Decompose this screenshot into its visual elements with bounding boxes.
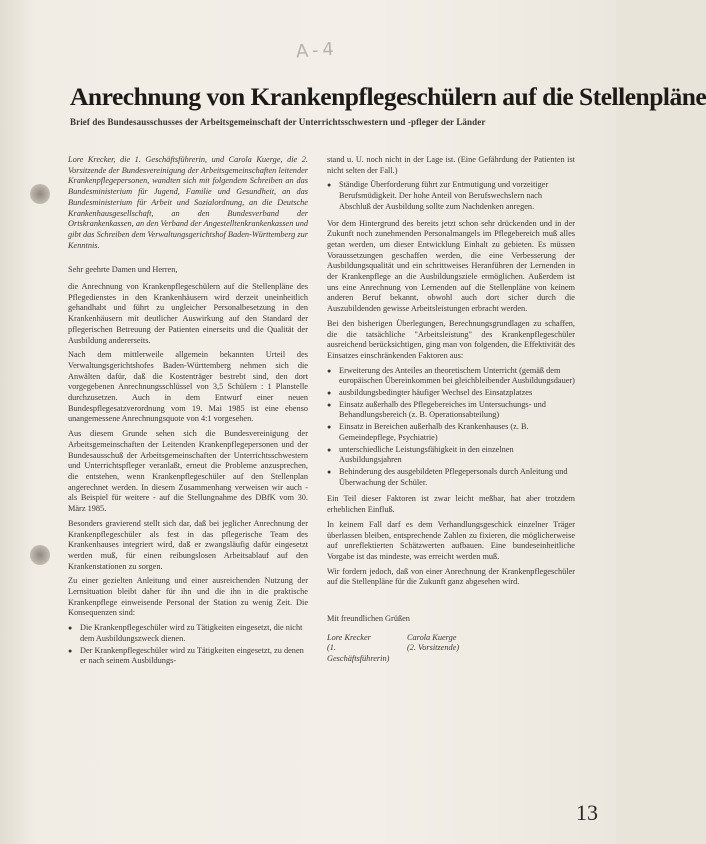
intro-paragraph: Lore Krecker, die 1. Geschäftsführerin, und Carola Kuerge, die 2. Vorsitzende der Bundesvereinigung der Arbeitsgemeinschaften leitender Krankenpflegepersonen, wandten sich mit folgendem Schreiben an das Bundesministerium für Jugend, Familie und Gesundheit, an das Bundesministerium für Arbeit und Sozialordnung, an die Deutsche Krankenhausgesellschaft, an den Bundesverband der Ortskrankenkassen, an den Verband der Angestelltenkrankenkassen und gibt das Schreiben dem Verwaltungsgerichtshof Baden-Württemberg zur Kenntnis. (68, 155, 308, 250)
list-item: ● Erweiterung des Anteiles an theoretischem Unterricht (gemäß dem europäischen Übereinkommen bei gleichbleibender Ausbildungsdauer) (327, 366, 575, 387)
body-paragraph: Aus diesem Grunde sehen sich die Bundesvereinigung der Arbeitsgemeinschaften der Leitenden Krankenpflegepersonen und der Bundesausschuß der Arbeitsgemeinschaften der Unterrichtsschwestern und Unterrichtspfleger veranlaßt, erneut die Probleme anzusprechen, die entstehen, wenn Krankenpflegeschüler auf den Stellenplan angerechnet werden. In diesem Zusammenhang verweisen wir auch - als Beispiel für weitere - auf die Stellungnahme des DBfK vom 30. März 1985. (68, 429, 308, 514)
body-paragraph: Ein Teil dieser Faktoren ist zwar leicht meßbar, hat aber trotzdem erheblichen Einfluß. (327, 494, 575, 515)
handwritten-margin-note: A-4 (295, 38, 339, 63)
list-item: ● unterschiedliche Leistungsfähigkeit in den einzelnen Ausbildungsjahren (327, 445, 575, 466)
body-paragraph: Nach dem mittlerweile allgemein bekannten Urteil des Verwaltungsgerichtshofes Baden-Württemberg nehmen sich die Anwälten dafür, daß die Kostenträger bestrebt sind, den dort vorgegebenen Anrechnungsschlüssel von 3,5 Schülern : 1 Planstelle durchzusetzen. Auch in dem Entwurf einer neuen Bundespflegesatzverordnung vom 19. Mai 1985 ist eine ebenso unangemessene Anrechnungsquote von 4:1 vorgesehen. (68, 350, 308, 424)
list-item: ● Einsatz in Bereichen außerhalb des Krankenhauses (z. B. Gemeindepflege, Psychiatrie) (327, 422, 575, 443)
signer-name: Lore Krecker (327, 632, 371, 642)
factor-list (327, 366, 575, 489)
body-paragraph: Wir fordern jedoch, daß von einer Anrechnung der Krankenpflegeschüler auf die Stellenpläne für die Zukunft ganz abgesehen wird. (327, 566, 575, 587)
list-item: ● Behinderung des ausgebildeten Pflegepersonals durch Anleitung und Überwachung der Schüler. (327, 467, 575, 488)
body-paragraph: Vor dem Hintergrund des bereits jetzt schon sehr drückenden und in der Zukunft noch zunehmenden Personalmangels im Pflegebereich muß alles getan werden, um dieser Entwicklung Einhalt zu gebieten. Es müssen Voraussetzungen geschaffen werden, die eine Verbesserung der Ausbildungsqualität und ein schrittweises Heranführen der Lernenden in der Krankenpflege an die Ausbildungsziele ermöglichen. Außerdem ist uns eine Anrechnung von Lernenden auf die Stellenpläne von keinem anderen Beruf bekannt, obwohl auch dort sicher durch die Auszubildenden gewisse Arbeitsleistungen erbracht werden. (327, 218, 575, 314)
body-paragraph: stand u. U. noch nicht in der Lage ist. (Eine Gefährdung der Patienten ist nicht selten der Fall.) (327, 155, 575, 175)
page-number: 13 (576, 800, 598, 825)
greeting: Sehr geehrte Damen und Herren, (68, 265, 178, 275)
signoff: Mit freundlichen Grüßen (327, 614, 410, 624)
list-item: ● Die Krankenpflegeschüler wird zu Tätigkeiten eingesetzt, die nicht dem Ausbildungszweck dienen. (68, 623, 308, 644)
body-paragraph: In keinem Fall darf es dem Verhandlungsgeschick einzelner Träger überlassen bleiben, entsprechende Zahlen zu fixieren, die möglicherweise auf unreflektierten Schätzwerten aufbauen. Eine bundeseinheitliche Vorgabe ist das mindeste, was erreicht werden muß. (327, 519, 575, 561)
body-paragraph: Besonders gravierend stellt sich dar, daß bei jeglicher Anrechnung der Krankenpflegeschüler als fest in das pflegerische Team des Krankenhauses integriert wird, daß er zwangsläufig dafür eingesetzt werden muß, für einen reibungslosen Arbeitsablauf auf den Krankenstationen zu sorgen. (68, 518, 308, 571)
list-item: ● Ständige Überforderung führt zur Entmutigung und vorzeitiger Berufsmüdigkeit. Der hohe Anteil von Berufswechslern nach Abschluß der Ausbildung sollte zum Nachdenken anregen. (327, 180, 575, 212)
article-title: Anrechnung von Krankenpflegeschülern auf die Stellenpläne (70, 82, 706, 111)
left-column (68, 155, 308, 673)
signature-block (327, 633, 477, 665)
list-item: ● ausbildungsbedingter häufiger Wechsel des Einsatzplatzes (327, 388, 575, 399)
list-item: ● Der Krankenpflegeschüler wird zu Tätigkeiten eingesetzt, zu denen er nach seinem Ausbildungs- (68, 646, 308, 667)
consequence-list (327, 180, 575, 212)
signer-role: (1. Geschäftsführerin) (327, 643, 390, 664)
body-paragraph: die Anrechnung von Krankenpflegeschülern auf die Stellenpläne des Pflegedienstes in den Krankenhäusern wird derzeit uneinheitlich gehandhabt und führt zu ungleicher Personalbesetzung in den Krankenhäusern mit deutlicher Auswirkung auf den Standard der pflegerischen Betreuung der Patienten einerseits und die Qualität der Ausbildung andererseits. (68, 282, 308, 345)
body-paragraph: Bei den bisherigen Überlegungen, Berechnungsgrundlagen zu schaffen, die die tatsächliche "Arbeitsleistung" des Krankenpflegeschüler ausreichend berücksichtigen, ging man von folgenden, die Effektivität des Einsatzes einschränkenden Faktoren aus: (327, 318, 575, 360)
signer (327, 633, 397, 665)
punch-hole (30, 545, 50, 565)
body-paragraph: Zu einer gezielten Anleitung und einer ausreichenden Nutzung der Lernsituation bleibt daher für ihn und die ihn in die praktische Krankenpflege einweisende Personal der Station zu wenig Zeit. Die Konsequenzen sind: (68, 576, 308, 618)
punch-hole (30, 184, 50, 204)
signer-role: (2. Vorsitzende) (407, 643, 460, 653)
consequence-list (68, 623, 308, 667)
list-item: ● Einsatz außerhalb des Pflegebereiches im Untersuchungs- und Behandlungsbereich (z. B. Operationsabteilung) (327, 400, 575, 421)
right-column (327, 155, 575, 665)
signer (407, 633, 477, 665)
signer-name: Carola Kuerge (407, 632, 457, 642)
article-subtitle: Brief des Bundesausschusses der Arbeitsgemeinschaft der Unterrichtsschwestern und -pfleger der Länder (70, 117, 486, 127)
